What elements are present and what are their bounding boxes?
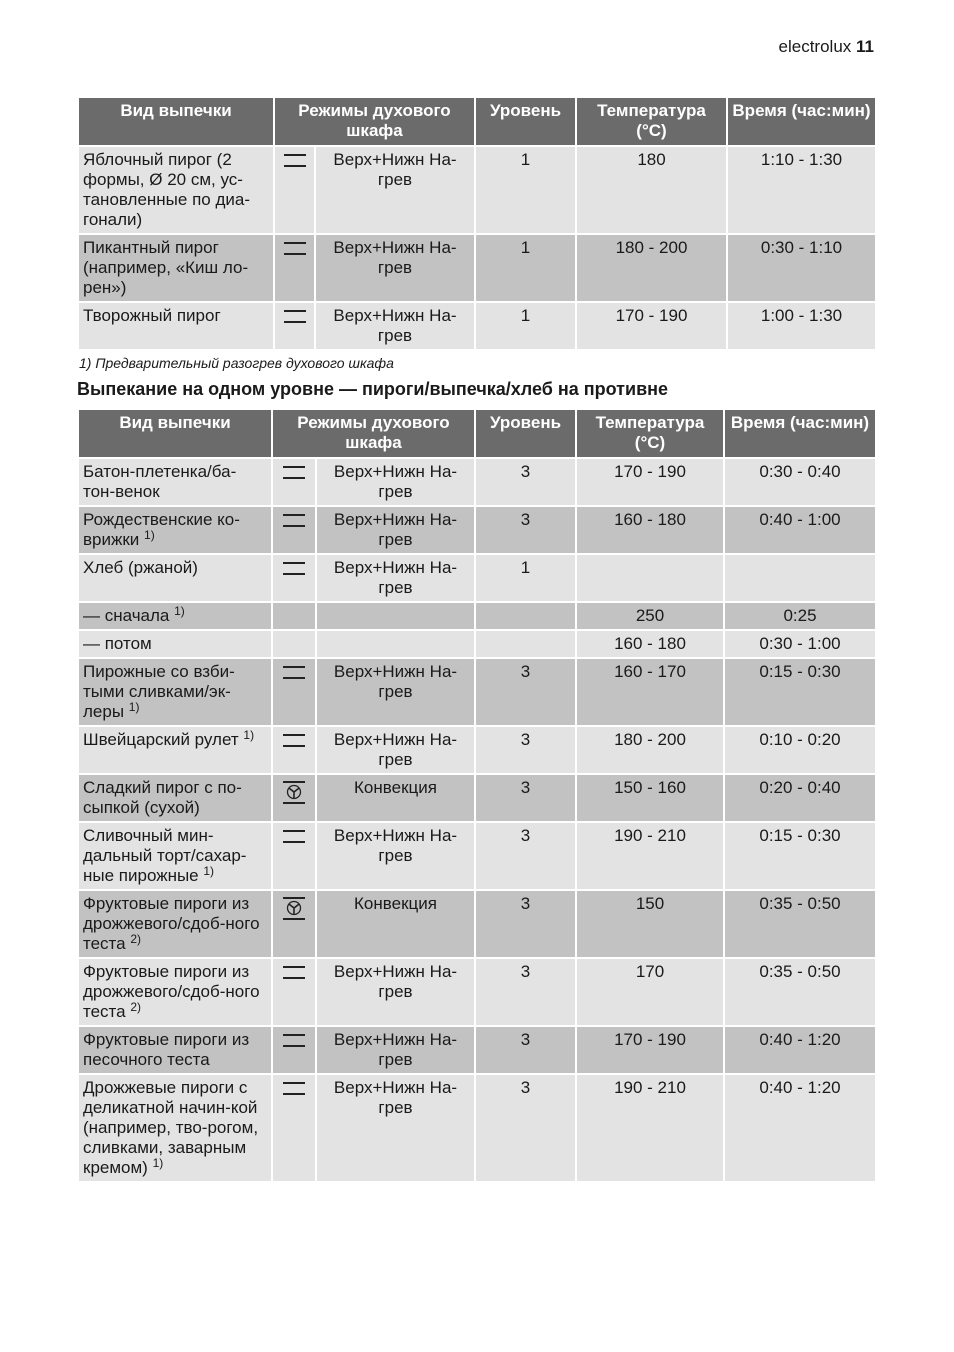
time-cell: 0:30 - 1:00 [724,630,876,658]
mode-icon-cell [272,1074,316,1182]
level-cell: 3 [475,822,576,890]
time-cell [724,554,876,602]
dish-name: Швейцарский рулет [83,730,239,749]
dish-name: Фруктовые пироги из дрожжевого/сдоб-ного теста [83,962,260,1021]
table-row [78,726,876,774]
dish-name-cell [78,554,272,602]
temperature-cell: 190 - 210 [576,822,724,890]
footnote-ref: 1) [243,728,255,742]
col-header-dish: Вид выпечки [78,409,272,458]
mode-cell: Верх+Нижн На-грев [315,302,475,350]
dish-name-cell [78,658,272,726]
time-cell: 0:30 - 0:40 [724,458,876,506]
temperature-cell: 190 - 210 [576,1074,724,1182]
temperature-cell: 160 - 180 [576,506,724,554]
mode-cell: Верх+Нижн На-грев [316,554,475,602]
temperature-cell: 160 - 170 [576,658,724,726]
dish-name: Дрожжевые пироги с деликатной начин-кой (например, тво-рогом, сливками, заварным кремом) [83,1078,259,1177]
level-cell: 3 [475,890,576,958]
dish-name-cell [78,1026,272,1074]
dish-name: Батон-плетенка/ба-тон-венок [83,462,237,501]
footnote-ref: 1) [152,1156,164,1170]
dish-name: Хлеб (ржаной) [83,558,198,577]
table-row [78,602,876,630]
time-cell: 0:40 - 1:20 [724,1074,876,1182]
top-bottom-heat-icon [283,465,305,481]
mode-cell: Верх+Нижн На-грев [316,506,475,554]
mode-icon-cell [272,890,316,958]
mode-icon-cell [272,630,316,658]
dish-name: Яблочный пирог (2 формы, Ø 20 см, ус-тановленные по диа-гонали) [83,150,250,229]
mode-icon-cell [272,658,316,726]
col-header-temp: Температура (°C) [576,409,724,458]
top-bottom-heat-icon [283,561,305,577]
temperature-cell: 180 - 200 [576,234,727,302]
col-header-time: Время (час:мин) [727,97,876,146]
col-header-level: Уровень [475,97,576,146]
mode-icon-cell [274,302,315,350]
dish-name: Творожный пирог [83,306,221,325]
table-row [78,302,876,350]
mode-icon-cell [272,726,316,774]
level-cell: 3 [475,506,576,554]
dish-name: Рождественские ко-врижки [83,510,240,549]
mode-icon-cell [272,774,316,822]
time-cell: 0:15 - 0:30 [724,822,876,890]
col-header-temp: Температура (°C) [576,97,727,146]
dish-name: — потом [83,634,152,653]
dish-name: — сначала [83,606,170,625]
mode-cell: Верх+Нижн На-грев [316,658,475,726]
section-title: Выпекание на одном уровне — пироги/выпечка/хлеб на противне [77,379,669,399]
table-row [78,658,876,726]
footnote-ref: 2) [130,1000,142,1014]
table-row [78,630,876,658]
mode-icon-cell [272,458,316,506]
mode-cell: Верх+Нижн На-грев [316,1074,475,1182]
temperature-cell: 170 - 190 [576,458,724,506]
mode-icon-cell [272,554,316,602]
level-cell: 1 [475,302,576,350]
mode-cell: Верх+Нижн На-грев [315,234,475,302]
baking-table-1 [77,96,877,351]
temperature-cell: 170 - 190 [576,302,727,350]
table-row [78,774,876,822]
mode-icon-cell [274,146,315,234]
level-cell: 3 [475,774,576,822]
dish-name: Сладкий пирог с по-сыпкой (сухой) [83,778,242,817]
temperature-cell: 180 [576,146,727,234]
time-cell: 0:25 [724,602,876,630]
dish-name-cell [78,506,272,554]
top-bottom-heat-icon [284,153,306,169]
time-cell: 0:40 - 1:00 [724,506,876,554]
level-cell: 3 [475,1074,576,1182]
dish-name-cell [78,234,274,302]
dish-name-cell [78,458,272,506]
level-cell: 3 [475,726,576,774]
table-row [78,958,876,1026]
temperature-cell: 150 - 160 [576,774,724,822]
top-bottom-heat-icon [283,1081,305,1097]
time-cell: 0:35 - 0:50 [724,958,876,1026]
table-row [78,146,876,234]
mode-cell: Верх+Нижн На-грев [315,146,475,234]
table-row [78,1074,876,1182]
level-cell: 1 [475,146,576,234]
convection-fan-icon [283,897,305,921]
col-header-mode: Режимы духового шкафа [272,409,475,458]
top-bottom-heat-icon [283,665,305,681]
mode-icon-cell [274,234,315,302]
level-cell: 3 [475,1026,576,1074]
mode-icon-cell [272,958,316,1026]
table-row [78,554,876,602]
dish-name-cell [78,958,272,1026]
dish-name-cell [78,630,272,658]
temperature-cell: 160 - 180 [576,630,724,658]
col-header-dish: Вид выпечки [78,97,274,146]
page-number: 11 [856,37,874,56]
time-cell: 1:10 - 1:30 [727,146,876,234]
temperature-cell: 180 - 200 [576,726,724,774]
mode-icon-cell [272,822,316,890]
dish-name-cell [78,890,272,958]
baking-table-2 [77,408,877,1183]
level-cell: 3 [475,458,576,506]
footnote: 1) Предварительный разогрев духового шкафа [79,355,394,371]
mode-cell: Верх+Нижн На-грев [316,958,475,1026]
mode-cell: Верх+Нижн На-грев [316,458,475,506]
dish-name-cell [78,774,272,822]
table-header-row [78,409,876,458]
dish-name-cell [78,302,274,350]
top-bottom-heat-icon [283,513,305,529]
dish-name: Фруктовые пироги из дрожжевого/сдоб-ного теста [83,894,260,953]
time-cell: 0:30 - 1:10 [727,234,876,302]
mode-icon-cell [272,602,316,630]
temperature-cell: 170 - 190 [576,1026,724,1074]
dish-name-cell [78,146,274,234]
dish-name: Пирожные со взби-тыми сливками/эк-леры [83,662,235,721]
dish-name-cell [78,822,272,890]
col-header-mode: Режимы духового шкафа [274,97,475,146]
footnote-ref: 2) [130,932,142,946]
time-cell: 0:40 - 1:20 [724,1026,876,1074]
convection-fan-icon [283,781,305,805]
page-header [779,37,874,57]
dish-name-cell [78,602,272,630]
level-cell: 1 [475,234,576,302]
mode-icon-cell [272,506,316,554]
top-bottom-heat-icon [283,1033,305,1049]
top-bottom-heat-icon [284,309,306,325]
table-header-row [78,97,876,146]
level-cell [475,630,576,658]
top-bottom-heat-icon [284,241,306,257]
top-bottom-heat-icon [283,733,305,749]
mode-cell [316,630,475,658]
time-cell: 0:20 - 0:40 [724,774,876,822]
footnote-ref: 1) [144,528,155,542]
col-header-level: Уровень [475,409,576,458]
footnote-ref: 1) [128,700,140,714]
table-row [78,234,876,302]
temperature-cell [576,554,724,602]
level-cell: 1 [475,554,576,602]
dish-name: Сливочный мин-дальный торт/сахар-ные пирожные [83,826,247,885]
mode-cell: Конвекция [316,890,475,958]
level-cell: 3 [475,658,576,726]
time-cell: 0:15 - 0:30 [724,658,876,726]
col-header-time: Время (час:мин) [724,409,876,458]
table-row [78,458,876,506]
time-cell: 0:35 - 0:50 [724,890,876,958]
top-bottom-heat-icon [283,829,305,845]
mode-cell: Верх+Нижн На-грев [316,1026,475,1074]
table-row [78,822,876,890]
mode-cell: Верх+Нижн На-грев [316,822,475,890]
temperature-cell: 170 [576,958,724,1026]
dish-name: Пикантный пирог (например, «Киш ло-рен») [83,238,249,297]
table-row [78,506,876,554]
dish-name: Фруктовые пироги из песочного теста [83,1030,250,1069]
level-cell: 3 [475,958,576,1026]
top-bottom-heat-icon [283,965,305,981]
footnote-ref: 1) [174,604,185,618]
footnote-ref: 1) [203,864,215,878]
dish-name-cell [78,726,272,774]
mode-cell: Конвекция [316,774,475,822]
temperature-cell: 150 [576,890,724,958]
mode-cell: Верх+Нижн На-грев [316,726,475,774]
level-cell [475,602,576,630]
time-cell: 1:00 - 1:30 [727,302,876,350]
table-row [78,890,876,958]
temperature-cell: 250 [576,602,724,630]
mode-icon-cell [272,1026,316,1074]
time-cell: 0:10 - 0:20 [724,726,876,774]
dish-name-cell [78,1074,272,1182]
mode-cell [316,602,475,630]
table-row [78,1026,876,1074]
brand-name: electrolux [778,37,852,56]
